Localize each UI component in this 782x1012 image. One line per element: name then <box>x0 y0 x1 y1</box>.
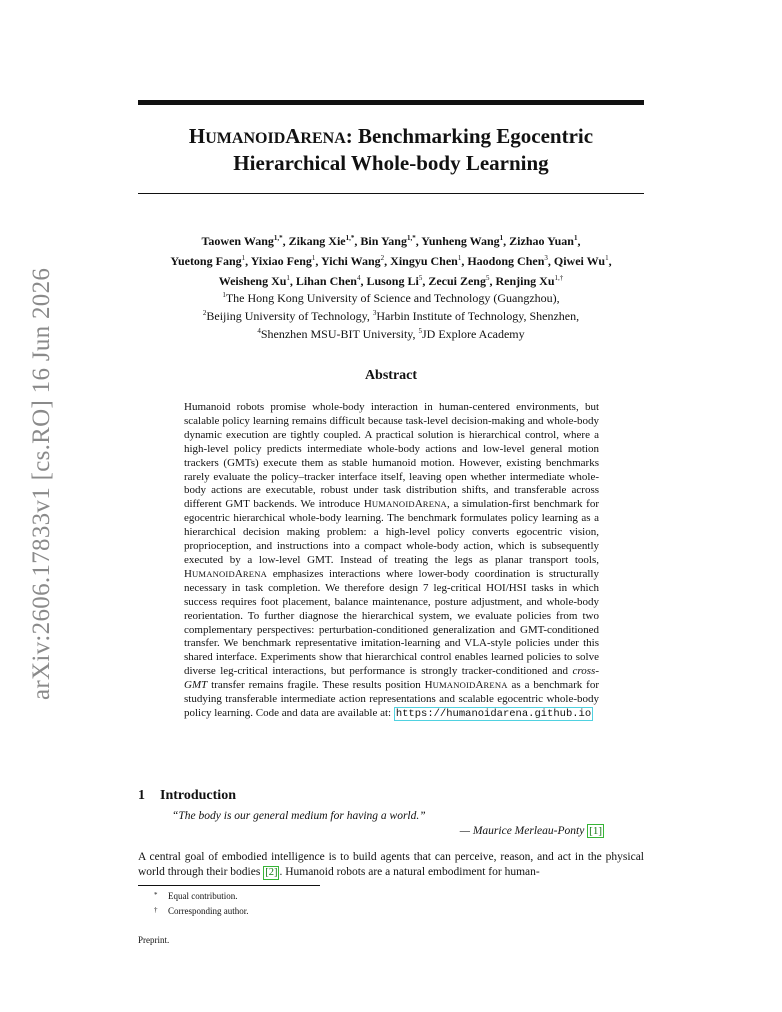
title-letter-a: A <box>285 124 301 148</box>
author-name: Xingyu Chen <box>390 254 458 268</box>
author-affil-sup: 4 <box>356 274 361 282</box>
title-top-rule <box>138 100 644 105</box>
affil-sup: 4 <box>257 327 261 335</box>
section-heading-introduction <box>138 788 236 804</box>
author-name: Lihan Chen <box>295 274 357 288</box>
abstract-text: Humanoid robots promise whole-body interaction in human-centered environments, but scalable policy learning remains difficult because task-level decision-making and whole-body dynamic execution are tightly coupled. A practical solution is hierarchical control, where a high-level policy predicts intermediate whole-body actions and low-level general motion trackers (GMTs) execute them as stable humanoid motion. However, existing benchmarks rarely evaluate the policy–tracker interface itself, leaving open whether intermediate whole-body actions are executable, robust under task distribution shifts, and transferable across different GMT backends. We introduce <box>184 401 599 511</box>
name-smallcaps: UMANOID <box>432 680 476 691</box>
affil-line: Harbin Institute of Technology, Shenzhen, <box>376 309 580 323</box>
footnote-text: Equal contribution. <box>168 891 238 901</box>
footnote-rule <box>138 885 320 886</box>
author <box>219 274 290 288</box>
affil-line: Shenzhen MSU-BIT University, <box>260 327 419 341</box>
author <box>321 254 384 268</box>
author-name: Yunheng Wang <box>421 234 500 248</box>
attribution-text: — Maurice Merleau-Ponty <box>459 825 588 837</box>
name-smallcaps: UMANOID <box>191 568 235 579</box>
author-affil-sup: 1,* <box>273 234 283 242</box>
author <box>390 254 461 268</box>
epigraph-attribution <box>460 824 604 838</box>
author-affil-sup: 1,* <box>345 234 355 242</box>
venue-label: Preprint. <box>138 935 170 945</box>
author <box>421 234 503 248</box>
author-name: Lusong Li <box>366 274 419 288</box>
footnote-text: Corresponding author. <box>168 906 249 916</box>
name-smallcaps: RENA <box>422 499 447 510</box>
author-affil-sup: 1 <box>241 254 246 262</box>
title-smallcaps-humanoid: UMANOID <box>205 130 286 147</box>
project-url-link[interactable]: https://humanoidarena.github.io <box>395 707 592 720</box>
title-letter-h: H <box>188 124 206 148</box>
author-name: Yuetong Fang <box>170 254 242 268</box>
author-affil-sup: 3 <box>544 254 548 262</box>
abstract-text: as a benchmark for studying transferable intermediate action representations and scalable egocentric whole-body policy learning. Code and data are available at: <box>184 679 599 719</box>
name-letter: A <box>475 679 484 692</box>
author-name: Taowen Wang <box>201 234 274 248</box>
section-title: Introduction <box>160 788 236 803</box>
author-name: Weisheng Xu <box>218 274 287 288</box>
intro-text: . Humanoid robots are a natural embodiment for human- <box>279 865 540 878</box>
name-letter: H <box>184 567 192 580</box>
author-list: Taowen Wang$^{1,*}$, Zikang Xie$^{1,*}$, Bin Yang$^{1,*}$, Yunheng Wang$^1$, Zizhao Yuan$^1$, Yuetong Fang$^1$, Yixiao Feng$^1$, Yichi Wang$^2$, Xingyu Chen$^1$, Haodong Chen$^3$, Qiwei Wu$^1$, Weisheng Xu$^1$, Lihan Chen$^4$, Lusong Li$^5$, Zecui Zeng$^5$, Renjing $Xu^{1,\dagger}$ <box>170 234 612 288</box>
author <box>170 254 245 268</box>
author-affil-sup: 5 <box>485 274 490 282</box>
author <box>428 274 489 288</box>
author-affil-sup: 1,* <box>406 234 416 242</box>
author <box>296 274 361 288</box>
author <box>467 254 548 268</box>
name-letter: A <box>414 498 423 511</box>
name-letter: H <box>424 679 433 692</box>
footnote-mark: † <box>154 906 158 914</box>
author-name: Zikang Xie <box>288 234 346 248</box>
abstract-body <box>184 401 599 722</box>
author-name: Yixiao Feng <box>250 254 312 268</box>
author-name: Renjing Xu <box>495 274 555 288</box>
abstract-heading: Abstract <box>364 368 418 383</box>
footnote <box>154 888 249 903</box>
abstract-emphasis: cross-GMT <box>184 665 599 692</box>
author <box>554 254 609 268</box>
author-affil-sup: 2 <box>380 254 385 262</box>
section-number: 1 <box>138 788 145 803</box>
name-smallcaps: RENA <box>483 680 508 691</box>
affiliations <box>138 288 644 342</box>
author-affil-sup: 5 <box>418 274 423 282</box>
author <box>360 234 415 248</box>
affil-line: Beijing University of Technology, <box>206 309 373 323</box>
author-name: Yichi Wang <box>320 254 381 268</box>
footnotes <box>154 888 249 918</box>
author <box>495 274 563 288</box>
author-affil-sup: 1 <box>457 254 462 262</box>
name-smallcaps: UMANOID <box>371 499 415 510</box>
author-name: Haodong Chen <box>467 254 545 268</box>
author <box>251 254 316 268</box>
title-bottom-rule <box>138 193 644 194</box>
title-smallcaps-arena: RENA <box>300 130 346 147</box>
author <box>366 274 422 288</box>
abstract-text: transfer remains fragile. These results position <box>207 679 425 692</box>
author-name: Qiwei Wu <box>553 254 606 268</box>
author-name: Bin Yang <box>360 234 407 248</box>
author <box>509 234 577 248</box>
affil-line: The Hong Kong University of Science and Technology (Guangzhou), <box>225 291 560 305</box>
epigraph-quote: “The body is our general medium for having a world.” <box>172 810 426 822</box>
name-letter: A <box>234 567 243 580</box>
title-line1-rest: : Benchmarking Egocentric <box>345 124 594 148</box>
affil-sup: 5 <box>418 327 422 335</box>
name-smallcaps: RENA <box>242 568 268 579</box>
author-affil-sup: 1,† <box>554 274 564 282</box>
affil-sup: 1 <box>222 291 226 299</box>
author-affil-sup: 1 <box>286 274 290 282</box>
name-letter: H <box>363 498 372 511</box>
intro-paragraph <box>138 850 644 880</box>
author-name: Zizhao Yuan <box>509 234 574 248</box>
author <box>202 234 283 248</box>
citation-link[interactable]: [2] <box>265 866 278 878</box>
footnote <box>154 903 249 918</box>
intro-text: A central goal of embodied intelligence is to build agents that can perceive, reason, and act in the physical world through their bodies <box>138 851 644 878</box>
author-affil-sup: 1 <box>499 234 504 242</box>
title-line2: Hierarchical Whole-body Learning <box>233 151 549 175</box>
author <box>289 234 355 248</box>
citation-link[interactable]: [1] <box>589 825 602 837</box>
abstract-text: emphasizes interactions where lower-body coordination is structurally necessary in task completion. We therefore design 7 leg-critical HOI/HSI tasks in which success requires foot placement, balance maintenance, posture adjustment, and whole-body reorientation. To further diagnose the hierarchical system, we evaluate policies from two complementary perspectives: perturbation-conditioned generalization and GMT-conditioned transfer. We benchmark representative imitation-learning and VLA-style policies under this shared interface. Experiments show that hierarchical control enables learned policies to solve diverse leg-critical interactions, but performance is strongly tracker-conditioned and <box>184 567 599 678</box>
arxiv-stamp[interactable]: arXiv:2606.17833v1 [cs.RO] 16 Jun 2026 <box>28 267 55 700</box>
author-affil-sup: 1 <box>573 234 578 242</box>
footnote-mark: * <box>154 891 158 899</box>
abstract-text: , a simulation-first benchmark for egocentric hierarchical whole-body learning. The benchmark formulates policy learning as a hierarchical decision making problem: a high-level policy converts egocentric vision, proprioception, and instructions into a compact whole-body action, which is subsequently executed by a low-level GMT. Instead of treating the legs as planar transport tools, <box>184 498 599 566</box>
affil-line: JD Explore Academy <box>422 327 525 341</box>
author-name: Zecui Zeng <box>428 274 486 288</box>
affil-sup: 2 <box>202 309 207 317</box>
affil-sup: 3 <box>372 309 377 317</box>
paper-title <box>138 124 644 176</box>
author-affil-sup: 1 <box>311 254 316 262</box>
author-affil-sup: 1 <box>605 254 609 262</box>
